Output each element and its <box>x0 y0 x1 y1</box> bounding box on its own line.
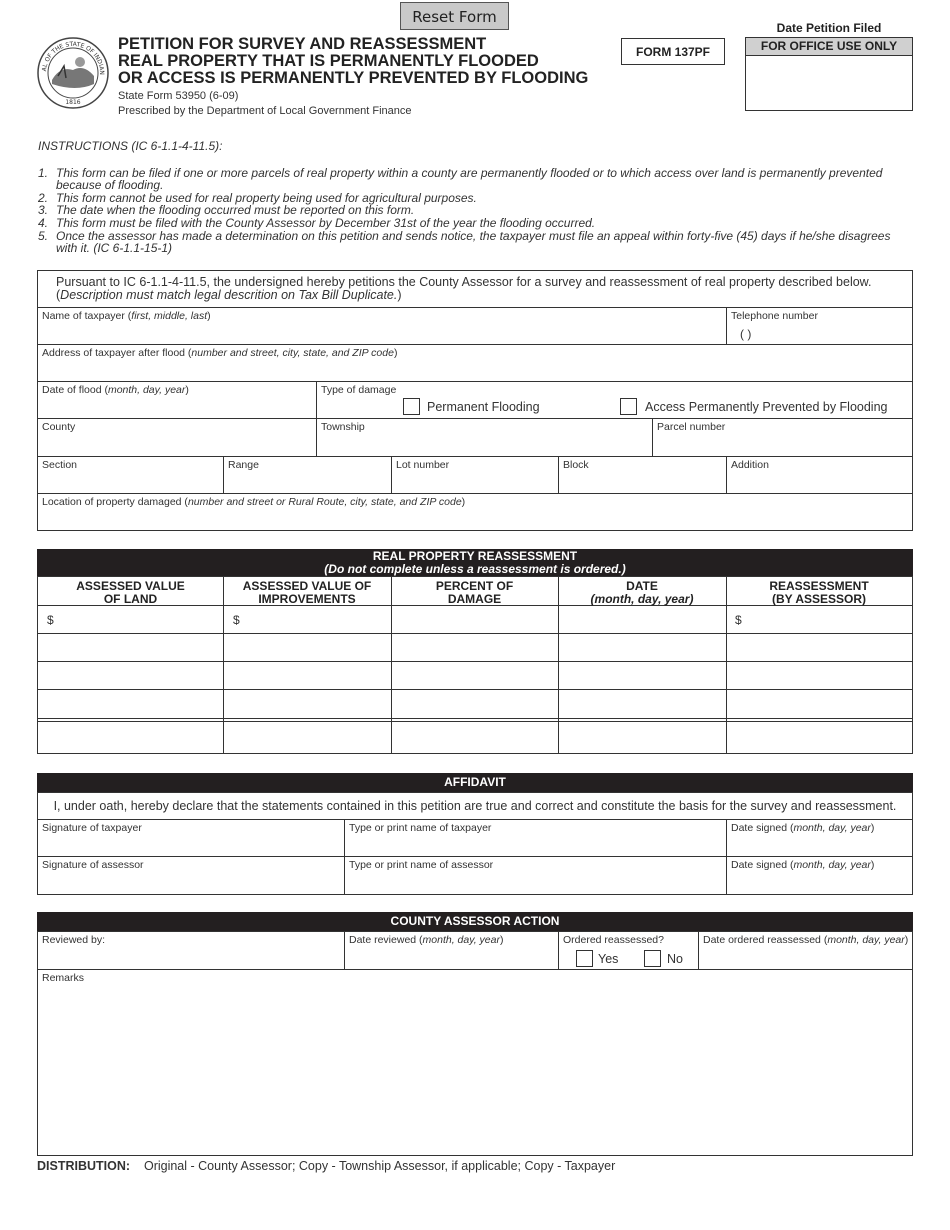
ordered-yes-checkbox[interactable] <box>576 950 593 967</box>
ordered-no-label: No <box>667 952 683 966</box>
petition-intro: Pursuant to IC 6-1.1-4-11.5, the undersigned hereby petitions the County Assessor for a survey and reassessment of real property described below. (Description must match legal descrition on Tax Bill Duplicate.) <box>56 275 872 302</box>
instruction-item: 4. This form must be filed with the County Assessor by December 31st of the year the flooding occurred. <box>38 215 596 230</box>
county-action-header: COUNTY ASSESSOR ACTION <box>37 912 913 931</box>
col-percent-damage: PERCENT OF DAMAGE <box>435 579 514 606</box>
col-date: DATE (month, day, year) <box>590 579 694 606</box>
type-of-damage-label: Type of damage <box>321 384 397 396</box>
taxpayer-address-field[interactable]: Address of taxpayer after flood (number and street, city, state, and ZIP code) <box>42 347 398 359</box>
form-number: FORM 137PF <box>621 38 725 65</box>
ordered-reassessed-label: Ordered reassessed? <box>563 934 664 946</box>
taxpayer-signature-field[interactable]: Signature of taxpayer <box>42 822 142 834</box>
county-action-section <box>37 931 913 1156</box>
township-field[interactable]: Township <box>321 421 365 433</box>
county-field[interactable]: County <box>42 421 76 433</box>
title-line-3: OR ACCESS IS PERMANENTLY PREVENTED BY FLOODING <box>118 69 589 87</box>
petition-section <box>37 270 913 531</box>
date-petition-filed-label: Date Petition Filed <box>776 21 882 35</box>
reset-form-button[interactable]: Reset Form <box>400 2 509 30</box>
instruction-item: 5. Once the assessor has made a determination on this petition and sends notice, the taxpayer must file an appeal within forty-five (45) days if he/she disagrees with it. (IC 6-1.1-15-1) <box>38 228 891 256</box>
lot-number-field[interactable]: Lot number <box>396 459 450 471</box>
access-prevented-checkbox[interactable] <box>620 398 637 415</box>
assessor-print-name-field[interactable]: Type or print name of assessor <box>349 859 494 871</box>
affidavit-statement: I, under oath, hereby declare that the statements contained in this petition are true and correct and constitute the basis for the survey and reassessment. <box>53 799 897 813</box>
dollar-sign: $ <box>735 613 742 627</box>
access-prevented-label: Access Permanently Prevented by Flooding <box>645 400 888 414</box>
date-of-flood-field[interactable]: Date of flood (month, day, year) <box>42 384 189 396</box>
date-reviewed-field[interactable]: Date reviewed (month, day, year) <box>349 934 504 946</box>
reviewed-by-field[interactable]: Reviewed by: <box>42 934 106 946</box>
reassessment-table <box>37 576 913 754</box>
affidavit-header: AFFIDAVIT <box>37 773 913 792</box>
permanent-flooding-checkbox[interactable] <box>403 398 420 415</box>
instructions <box>38 140 914 255</box>
block-field[interactable]: Block <box>563 459 589 471</box>
office-use-box <box>745 37 913 111</box>
instructions-heading: INSTRUCTIONS (IC 6-1.1-4-11.5): <box>38 139 223 153</box>
remarks-field[interactable]: Remarks <box>42 972 85 984</box>
instruction-item: 1. This form can be filed if one or more parcels of real property within a county are permanently flooded or to which access over land is permanently prevented because of flooding. <box>38 165 883 193</box>
parcel-number-field[interactable]: Parcel number <box>657 421 726 433</box>
seal-year: 1816 <box>65 99 81 106</box>
range-field[interactable]: Range <box>228 459 259 471</box>
taxpayer-name-field[interactable]: Name of taxpayer (first, middle, last) <box>42 310 211 322</box>
instruction-item: 3. The date when the flooding occurred must be reported on this form. <box>38 203 415 218</box>
col-reassessment: REASSESSMENT (BY ASSESSOR) <box>769 579 869 606</box>
property-location-field[interactable]: Location of property damaged (number and street or Rural Route, city, state, and ZIP code) <box>42 496 466 508</box>
dollar-sign: $ <box>47 613 54 627</box>
distribution: DISTRIBUTION: Original - County Assessor; Copy - Township Assessor, if applicable; Copy - Taxpayer <box>37 1159 616 1173</box>
affidavit-section <box>37 792 913 895</box>
assessor-date-signed-field[interactable]: Date signed (month, day, year) <box>731 859 875 871</box>
seal-text: AL OF THE STATE OF INDIAN <box>41 40 106 75</box>
col-assessed-land: ASSESSED VALUE OF LAND <box>76 579 185 606</box>
office-use-header: FOR OFFICE USE ONLY <box>746 38 912 56</box>
prescribed-by: Prescribed by the Department of Local Government Finance <box>118 105 412 117</box>
taxpayer-date-signed-field[interactable]: Date signed (month, day, year) <box>731 822 875 834</box>
section-field[interactable]: Section <box>42 459 78 471</box>
date-ordered-field[interactable]: Date ordered reassessed (month, day, year) <box>703 934 909 946</box>
state-form-number: State Form 53950 (6-09) <box>118 90 239 102</box>
title-line-2: REAL PROPERTY THAT IS PERMANENTLY FLOODED <box>118 52 539 70</box>
dollar-sign: $ <box>233 613 240 627</box>
instruction-item: 2. This form cannot be used for real property being used for agricultural purposes. <box>38 190 477 205</box>
title-line-1: PETITION FOR SURVEY AND REASSESSMENT <box>118 35 487 53</box>
col-assessed-improvements: ASSESSED VALUE OF IMPROVEMENTS <box>242 579 372 606</box>
assessor-signature-field[interactable]: Signature of assessor <box>42 859 144 871</box>
reassessment-header: REAL PROPERTY REASSESSMENT (Do not complete unless a reassessment is ordered.) <box>37 549 913 576</box>
permanent-flooding-label: Permanent Flooding <box>427 400 540 414</box>
state-seal-icon <box>36 36 110 110</box>
ordered-no-checkbox[interactable] <box>644 950 661 967</box>
ordered-yes-label: Yes <box>598 952 619 966</box>
telephone-field[interactable]: Telephone number <box>731 310 818 322</box>
telephone-format: ( ) <box>740 327 752 341</box>
taxpayer-print-name-field[interactable]: Type or print name of taxpayer <box>349 822 492 834</box>
form-title <box>118 36 588 87</box>
addition-field[interactable]: Addition <box>731 459 769 471</box>
